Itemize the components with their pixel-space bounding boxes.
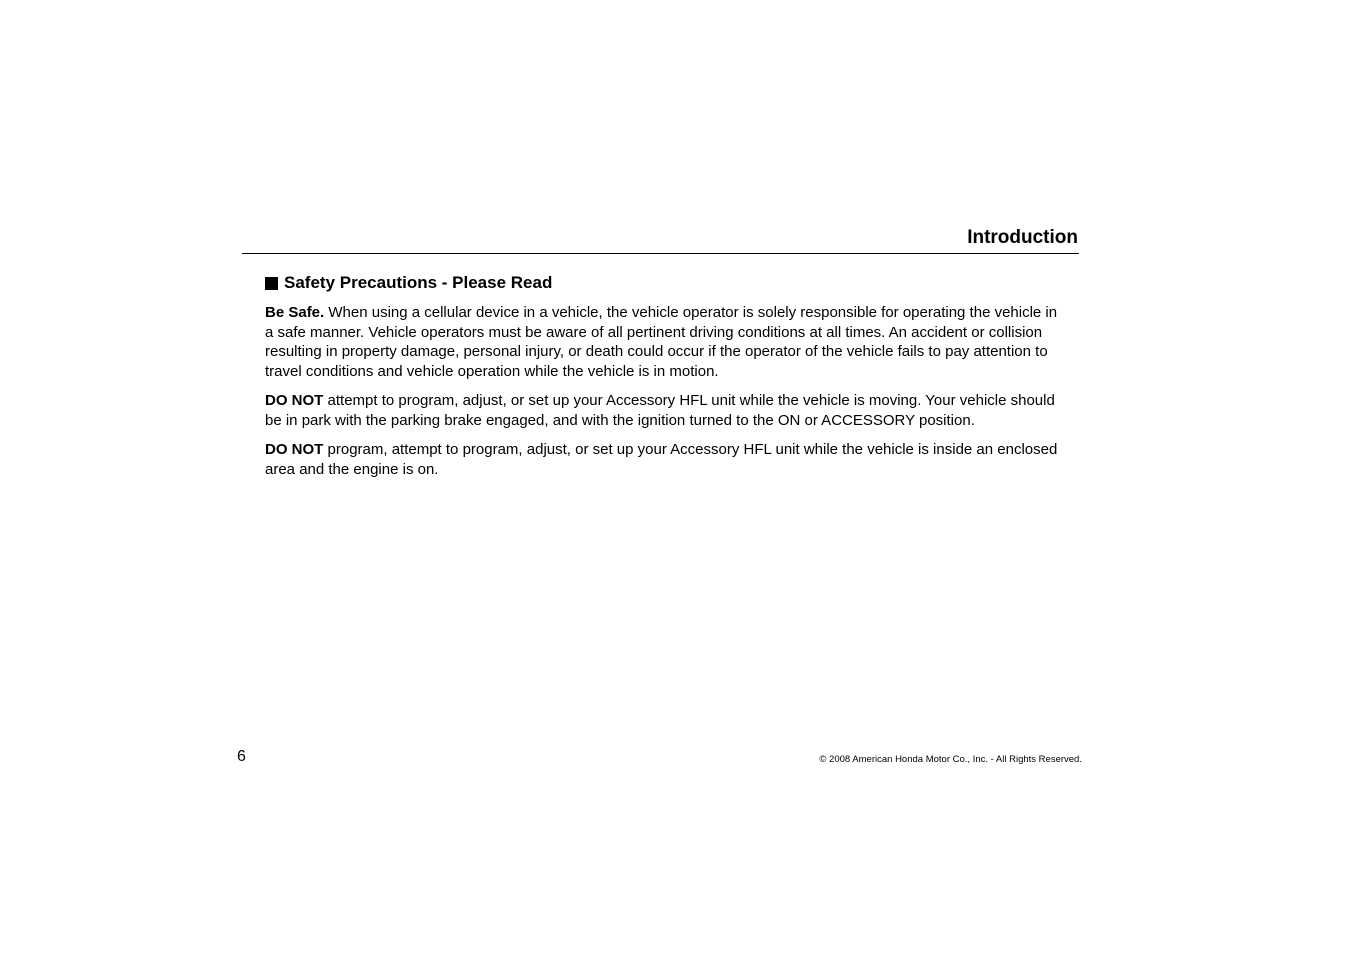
copyright-notice: © 2008 American Honda Motor Co., Inc. - All Rights Reserved. [819, 754, 1082, 765]
section-heading [265, 272, 1065, 294]
section-title: Introduction [967, 227, 1078, 248]
paragraph-lead: DO NOT [265, 392, 324, 409]
paragraph-body: When using a cellular device in a vehicle, the vehicle operator is solely responsible for operating the vehicle in a safe manner. Vehicle operators must be aware of all pertinent driving conditions at all times. An accident or collision resulting in property damage, personal injury, or death could occur if the operator of the vehicle fails to pay attention to travel conditions and vehicle operation while the vehicle is in motion. [265, 304, 1058, 380]
paragraph-body: program, attempt to program, adjust, or set up your Accessory HFL unit while the vehicle is inside an enclosed area and the engine is on. [265, 441, 1058, 478]
paragraph-do-not-moving [265, 391, 1065, 430]
square-bullet-icon [265, 277, 278, 290]
section-header [242, 226, 1079, 254]
section-heading-text: Safety Precautions - Please Read [284, 273, 553, 292]
paragraph-lead: DO NOT [265, 441, 324, 458]
paragraph-be-safe [265, 303, 1065, 381]
paragraph-body: attempt to program, adjust, or set up your Accessory HFL unit while the vehicle is moving. Your vehicle should be in park with the parking brake engaged, and with the ignition turned to the ON or ACCESSORY position. [265, 392, 1055, 429]
paragraph-lead: Be Safe. [265, 304, 325, 321]
page-content [265, 272, 1065, 489]
page-number: 6 [237, 748, 246, 765]
paragraph-do-not-enclosed [265, 440, 1065, 479]
